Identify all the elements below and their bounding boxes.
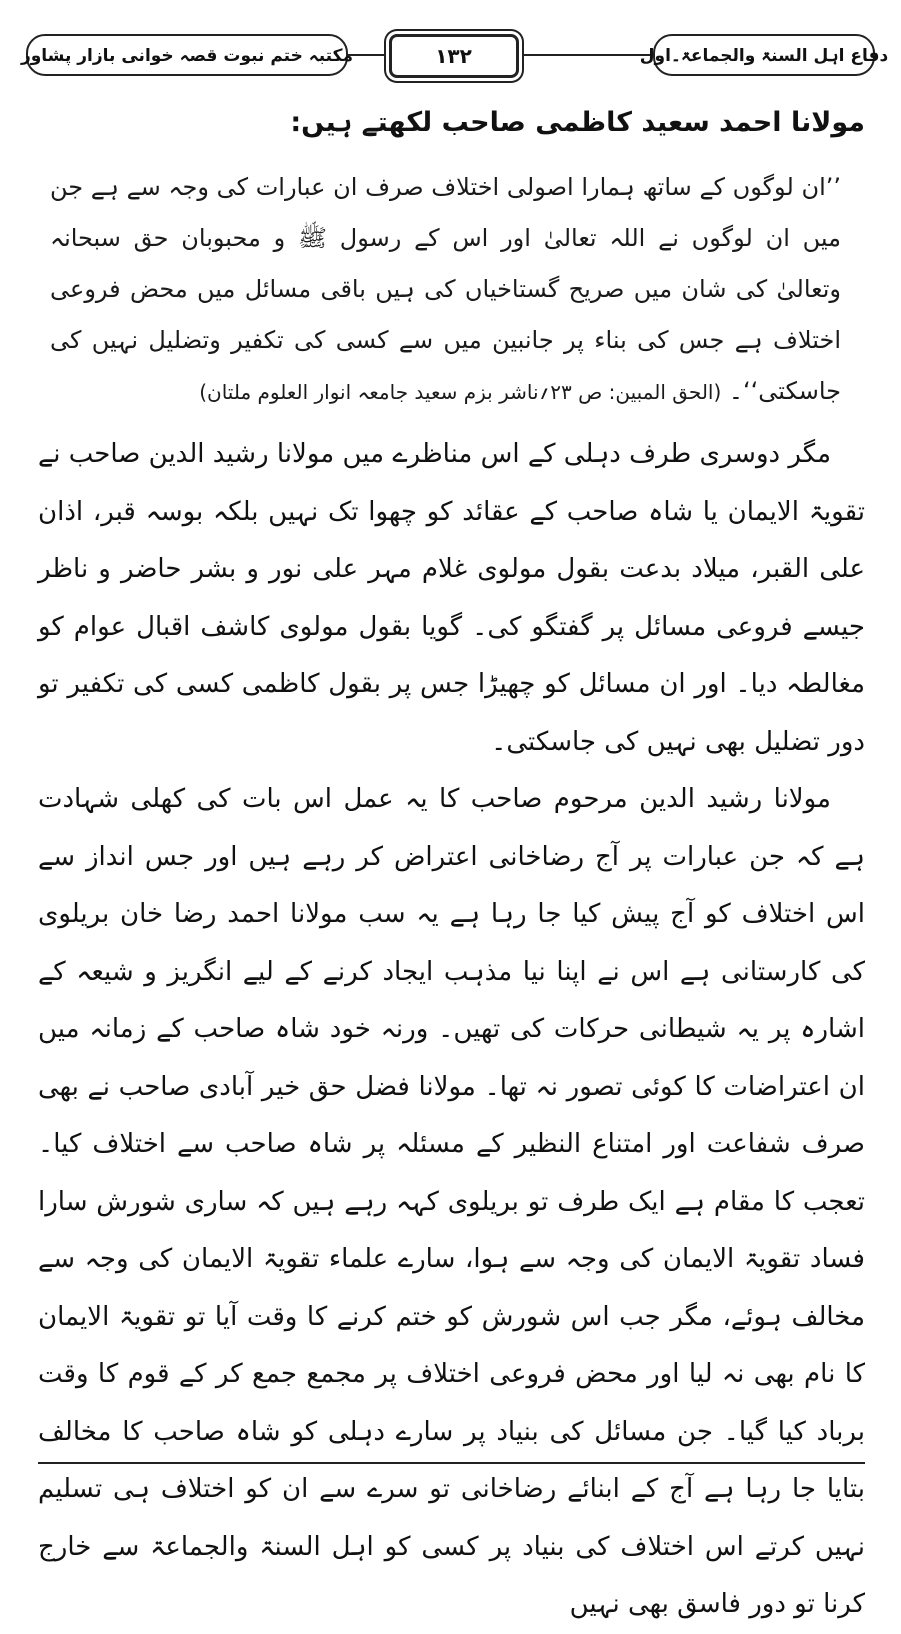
paragraph-1: مگر دوسری طرف دہلی کے اس مناظرے میں مولانا رشید الدین صاحب نے تقویۃ الایمان یا شاہ صاحب کے عقائد کو چھوا تک نہیں بلکہ بوسہ قبر، اذان علی القبر، میلاد بدعت بقول مولوی غلام مہر علی نور و بشر حاضر و ناظر جیسے فروعی مسائل پر گفتگو کی۔ گویا بقول مولوی کاشف اقبال عوام کو مغالطہ دیا۔ اور ان مسائل کو چھیڑا جس پر بقول کاظمی کسی کی تکفیر تو دور تضلیل بھی نہیں کی جاسکتی۔ <box>38 439 865 757</box>
paragraph-2: مولانا رشید الدین مرحوم صاحب کا یہ عمل اس بات کی کھلی شہادت ہے کہ جن عبارات پر آج رضاخانی اعتراض کر رہے ہیں اور جس انداز سے اس اختلاف کو آج پیش کیا جا رہا ہے یہ سب مولانا احمد رضا خان بریلوی کی کارستانی ہے اس نے اپنا نیا مذہب ایجاد کرنے کے لیے انگریز و شیعہ کے اشارہ پر یہ شیطانی حرکات کی تھیں۔ ورنہ خود شاہ صاحب کے زمانہ میں ان اعتراضات کا کوئی تصور نہ تھا۔ مولانا فضل حق خیر آبادی صاحب نے بھی صرف شفاعت اور امتناع النظیر کے مسئلہ پر شاہ صاحب سے اختلاف کیا۔ تعجب کا مقام ہے ایک طرف تو بریلوی کہہ رہے ہیں کہ ساری شورش سارا فساد تقویۃ الایمان کی وجہ سے ہوا، سارے علماء تقویۃ الایمان کی وجہ سے مخالف ہوئے، مگر جب اس شورش کو ختم کرنے کا وقت آیا تو تقویۃ الایمان کا نام بھی نہ لیا اور محض فروعی اختلاف پر مجمع جمع کر کے قوم کا وقت برباد کیا گیا۔ جن مسائل کی بنیاد پر سارے دہلی کو شاہ صاحب کا مخالف بتایا جا رہا ہے آج کے ابنائے رضاخانی تو سرے سے ان کو اختلاف ہی تسلیم نہیں کرتے اس اختلاف کی بنیاد پر کسی کو اہل السنۃ والجماعۃ سے خارج کرنا تو دور فاسق بھی نہیں <box>38 784 865 1619</box>
book-title-box <box>639 34 889 76</box>
quote-citation: (الحق المبین: ص ۲۳؍ناشر بزم سعید جامعہ انوار العلوم ملتان) <box>199 380 722 404</box>
page-number-box <box>389 34 519 78</box>
section-heading: مولانا احمد سعید کاظمی صاحب لکھتے ہیں: <box>290 107 865 138</box>
footer-rule <box>38 1462 865 1464</box>
page-body <box>38 102 865 1634</box>
page-header <box>20 34 889 76</box>
publisher-box <box>20 34 354 76</box>
page-number: ۱۳۲ <box>435 44 472 68</box>
block-quote <box>38 162 865 418</box>
quote-text: ’’ان لوگوں کے ساتھ ہمارا اصولی اختلاف صرف ان عبارات کی وجہ سے ہے جن میں ان لوگوں نے اللہ تعالیٰ اور اس کے رسول ﷺ و محبوبان حق سبحانہ وتعالیٰ کی شان میں صریح گستاخیاں کی ہیں باقی مسائل میں محض فروعی اختلاف ہے جس کی بناء پر جانبین میں سے کسی کی تکفیر وتضلیل نہیں کی جاسکتی‘‘۔ <box>50 173 841 405</box>
publisher-name: مکتبہ ختم نبوت قصہ خوانی بازار پشاور <box>20 45 354 66</box>
book-title: دفاع اہل السنۃ والجماعۃ۔اول <box>639 45 889 66</box>
